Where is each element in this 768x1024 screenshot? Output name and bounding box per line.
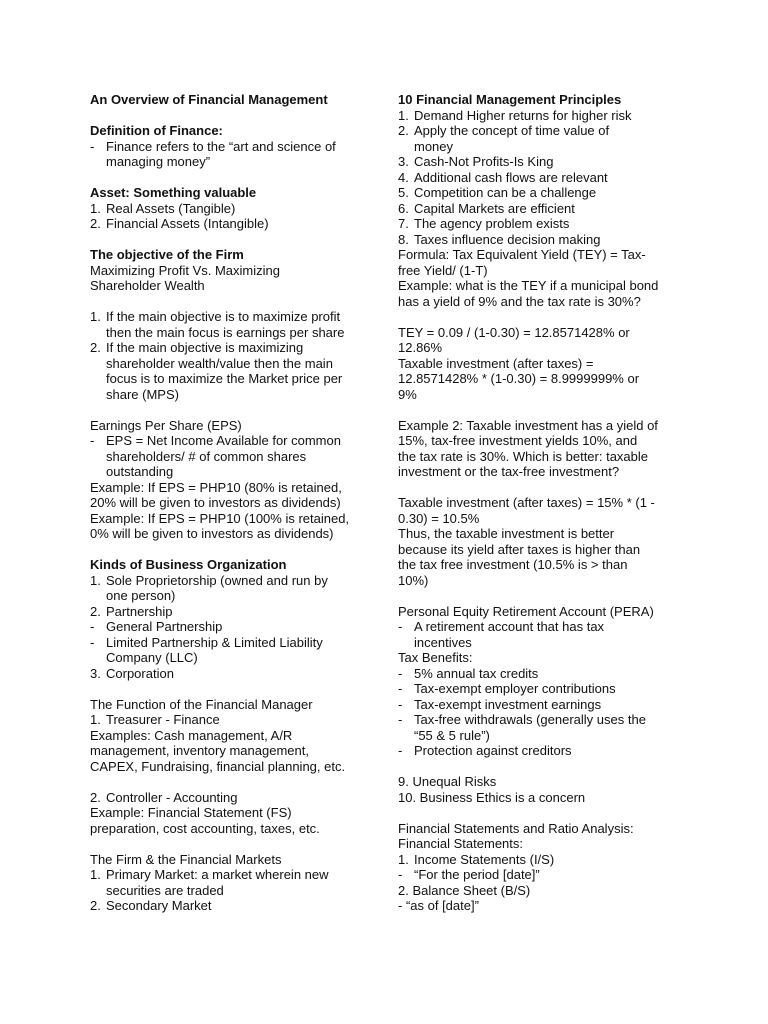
function-item: 1. Treasurer - Finance — [90, 712, 220, 727]
definition-item: - Finance refers to the “art and science of — [90, 138, 336, 154]
markets-heading: The Firm & the Financial Markets — [90, 851, 282, 867]
formula-text: Formula: Tax Equivalent Yield (TEY) = Tax- — [398, 247, 646, 262]
kinds-item: 3. Corporation — [90, 665, 174, 681]
principle-item: 8. Taxes influence decision making — [398, 231, 601, 247]
fs-subheading: Financial Statements: — [398, 836, 524, 851]
tax-benefit-item: - Tax-exempt employer contributions — [398, 681, 616, 696]
tax-benefit-item: - 5% annual tax credits — [398, 665, 539, 681]
fs-item: 1. Income Statements (I/S) — [398, 851, 555, 867]
formula-text: free Yield/ (1-T) — [398, 262, 488, 278]
fs-subitem: - “as of [date]” — [398, 898, 479, 913]
principle-item: 1. Demand Higher returns for higher risk — [398, 107, 632, 123]
objective-item-cont: shareholder wealth/value then the main — [106, 355, 333, 371]
fs-item: 2. Balance Sheet (B/S) — [398, 882, 531, 898]
pera-heading: Personal Equity Retirement Account (PERA) — [398, 603, 654, 619]
pera-item: - A retirement account that has tax — [398, 619, 605, 634]
fs-heading: Financial Statements and Ratio Analysis: — [398, 820, 634, 836]
function-example: preparation, cost accounting, taxes, etc. — [90, 820, 320, 836]
pera-item-cont: incentives — [414, 634, 472, 650]
taxable-calculation: 12.8571428% * (1-0.30) = 8.9999999% or — [398, 371, 640, 386]
kinds-item: 1. Sole Proprietorship (owned and run by — [90, 572, 328, 588]
example-question: Example: what is the TEY if a municipal bond — [398, 278, 659, 293]
function-item: 2. Controller - Accounting — [90, 789, 238, 805]
eps-example: Example: If EPS = PHP10 (80% is retained, — [90, 479, 342, 495]
conclusion-text: 10%) — [398, 572, 429, 588]
left-column — [90, 92, 380, 914]
asset-item: 2. Financial Assets (Intangible) — [90, 216, 269, 231]
tax-benefit-item: - Protection against creditors — [398, 743, 572, 758]
objective-item: 2. If the main objective is maximizing — [90, 340, 304, 355]
objective-item-cont: share (MPS) — [106, 386, 179, 402]
tey-calculation: TEY = 0.09 / (1-0.30) = 12.8571428% or — [398, 324, 630, 340]
tax-benefit-item: - Tax-exempt investment earnings — [398, 696, 602, 712]
eps-example: Example: If EPS = PHP10 (100% is retained, — [90, 510, 350, 526]
function-example: Example: Financial Statement (FS) — [90, 805, 292, 820]
objective-heading: The objective of the Firm — [90, 247, 244, 262]
example-2-text: the tax rate is 30%. Which is better: taxable — [398, 448, 649, 464]
example-2-text: 15%, tax-free investment yields 10%, and — [398, 433, 638, 448]
function-example: Examples: Cash management, A/R — [90, 727, 293, 743]
objective-text: Maximizing Profit Vs. Maximizing — [90, 262, 280, 278]
eps-item-cont: outstanding — [106, 464, 174, 479]
objective-text: Shareholder Wealth — [90, 278, 205, 293]
eps-item-cont: shareholders/ # of common shares — [106, 448, 307, 464]
conclusion-text: the tax free investment (10.5% is > than — [398, 557, 628, 572]
markets-item: 1. Primary Market: a market wherein new — [90, 867, 329, 882]
objective-item: 1. If the main objective is to maximize profit — [90, 309, 341, 324]
kinds-subitem-cont: Company (LLC) — [106, 650, 198, 665]
markets-item-cont: securities are traded — [106, 882, 224, 898]
principle-item: 6. Capital Markets are efficient — [398, 200, 575, 216]
tax-benefit-item: - Tax-free withdrawals (generally uses the — [398, 712, 646, 727]
principle-item: 3. Cash-Not Profits-Is King — [398, 154, 554, 169]
eps-item: - EPS = Net Income Available for common — [90, 433, 341, 448]
principle-item: 2. Apply the concept of time value of — [398, 123, 610, 138]
function-heading: The Function of the Financial Manager — [90, 696, 313, 712]
example-2-answer: Taxable investment (after taxes) = 15% * (1 - — [398, 495, 655, 510]
kinds-heading: Kinds of Business Organization — [90, 557, 287, 572]
kinds-item: 2. Partnership — [90, 603, 173, 619]
principles-heading: 10 Financial Management Principles — [398, 92, 622, 107]
principle-item-cont: money — [414, 138, 454, 154]
conclusion-text: Thus, the taxable investment is better — [398, 526, 615, 541]
taxable-calculation: 9% — [398, 386, 417, 402]
conclusion-text: because its yield after taxes is higher than — [398, 541, 641, 557]
principle-item: 4. Additional cash flows are relevant — [398, 169, 608, 185]
principle-10: 10. Business Ethics is a concern — [398, 789, 586, 805]
markets-item: 2. Secondary Market — [90, 898, 212, 913]
example-2-text: Example 2: Taxable investment has a yield of — [398, 417, 658, 433]
kinds-subitem: - General Partnership — [90, 619, 223, 634]
document-title: An Overview of Financial Management — [90, 92, 328, 107]
principle-item: 5. Competition can be a challenge — [398, 185, 597, 200]
function-example: management, inventory management, — [90, 743, 309, 758]
function-example: CAPEX, Fundraising, financial planning, etc. — [90, 758, 346, 774]
right-column — [398, 92, 688, 914]
example-2-answer: 0.30) = 10.5% — [398, 510, 480, 526]
tax-benefits-heading: Tax Benefits: — [398, 650, 473, 665]
taxable-calculation: Taxable investment (after taxes) = — [398, 355, 594, 371]
objective-item-cont: then the main focus is earnings per share — [106, 324, 345, 340]
objective-item-cont: focus is to maximize the Market price per — [106, 371, 343, 386]
tey-calculation: 12.86% — [398, 340, 443, 355]
eps-example: 0% will be given to investors as dividends) — [90, 526, 334, 541]
tax-benefit-item-cont: “55 & 5 rule”) — [414, 727, 490, 743]
asset-item: 1. Real Assets (Tangible) — [90, 200, 236, 216]
example-2-text: investment or the tax-free investment? — [398, 464, 620, 479]
definition-item-cont: managing money” — [106, 154, 211, 169]
principle-9: 9. Unequal Risks — [398, 774, 497, 789]
eps-heading: Earnings Per Share (EPS) — [90, 417, 242, 433]
principle-item: 7. The agency problem exists — [398, 216, 570, 231]
definition-heading: Definition of Finance: — [90, 123, 223, 138]
eps-example: 20% will be given to investors as dividends) — [90, 495, 341, 510]
kinds-item-cont: one person) — [106, 588, 176, 603]
example-question: has a yield of 9% and the tax rate is 30%? — [398, 293, 641, 309]
asset-heading: Asset: Something valuable — [90, 185, 257, 200]
kinds-subitem: - Limited Partnership & Limited Liability — [90, 634, 323, 650]
fs-subitem: - “For the period [date]” — [398, 867, 540, 882]
